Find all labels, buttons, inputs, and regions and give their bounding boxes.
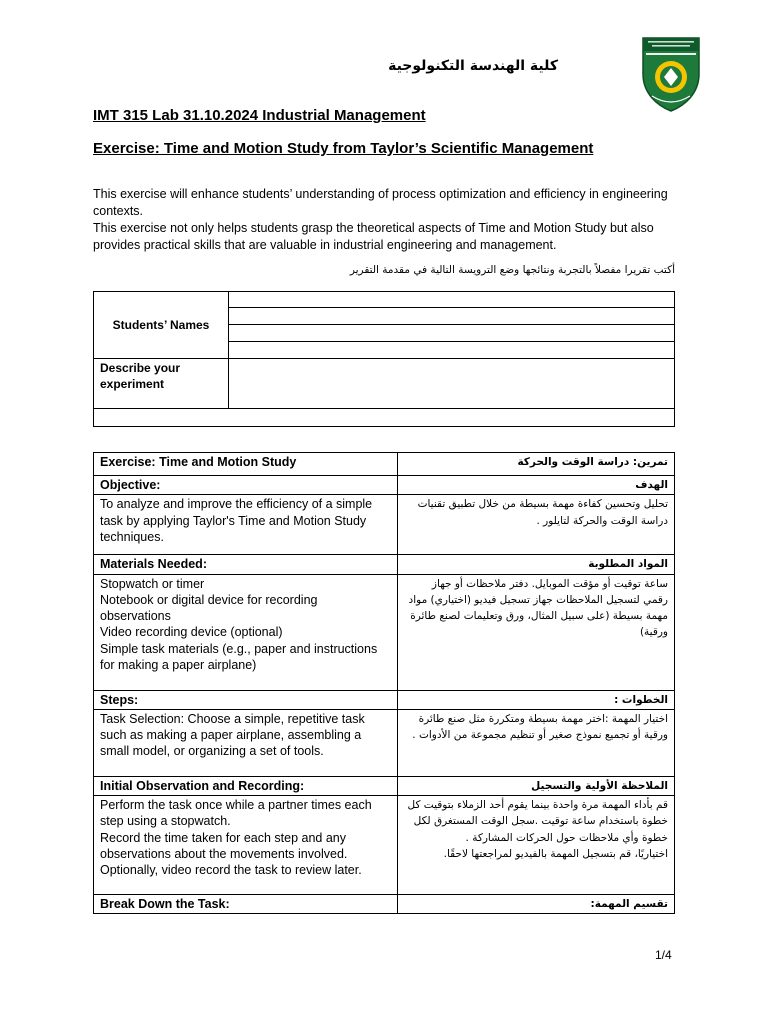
objective-text-ar xyxy=(398,495,675,555)
observation-line: Record the time taken for each step and any observations about the movements involved. xyxy=(100,830,348,862)
materials-heading: Materials Needed: xyxy=(94,555,398,574)
table-cell-en: Exercise: Time and Motion Study xyxy=(94,453,398,476)
table-cell-ar: تمرين: دراسة الوقت والحركة xyxy=(398,453,675,476)
observation-line-ar: اختياريًا، قم بتسجيل المهمة بالفيديو لمراجعتها لاحقًا. xyxy=(443,848,668,861)
objective-heading: Objective: xyxy=(94,476,398,495)
blank-row xyxy=(94,409,675,427)
objective-line-ar: تحليل وتحسين كفاءة مهمة بسيطة من خلال تطبيق تقنيات دراسة الوقت والحركة لتايلور . xyxy=(417,498,668,527)
observation-line-ar: قم بأداء المهمة مرة واحدة بينما يقوم أحد الزملاء بتوقيت كل خطوة باستخدام ساعة توقيت .سجل الوقت المستغرق لكل خطوة وأي ملاحظات حول الحركات المشاركة . xyxy=(407,799,668,844)
college-name-ar: كلية الهندسة التكنولوجية xyxy=(388,58,558,74)
task-selection-text xyxy=(94,709,398,776)
student-name-cell[interactable] xyxy=(229,342,675,359)
material-item: Simple task materials (e.g., paper and instructions for making a paper airplane) xyxy=(100,641,378,673)
material-item: Video recording device (optional) xyxy=(100,625,283,640)
describe-experiment-label: Describe your experiment xyxy=(94,359,229,409)
breakdown-heading-ar: تقسيم المهمة: xyxy=(398,895,675,914)
student-name-cell[interactable] xyxy=(229,325,675,342)
intro-paragraph: This exercise will enhance students’ understanding of process optimization and efficiency in engineering contexts. xyxy=(93,187,668,218)
objective-line: To analyze and improve the efficiency of a simple task by applying Taylor's Time and Motion Study techniques. xyxy=(100,497,373,544)
intro-paragraph: This exercise not only helps students grasp the theoretical aspects of Time and Motion Study but also provides practical skills that are valuable in industrial engineering and management. xyxy=(93,221,654,252)
steps-heading: Steps: xyxy=(94,690,398,709)
breakdown-heading: Break Down the Task: xyxy=(94,895,398,914)
students-table xyxy=(93,291,675,427)
lab-title: IMT 315 Lab 31.10.2024 Industrial Management xyxy=(93,107,426,124)
materials-list xyxy=(94,574,398,690)
observation-text xyxy=(94,796,398,895)
observation-heading: Initial Observation and Recording: xyxy=(94,776,398,795)
observation-line: Perform the task once while a partner times each step using a stopwatch. xyxy=(100,798,372,829)
material-text-ar: ساعة توقيت أو مؤقت الموبايل. دفتر ملاحظات أو جهاز رقمي لتسجيل الملاحظات جهاز تسجيل فيديو (اختياري) مواد مهمة بسيطة (على سبيل المثال، ورق وتعليمات لصنع طائرة ورقية) xyxy=(408,577,668,639)
material-item: Notebook or digital device for recording observations xyxy=(100,592,318,624)
page-number: 1/4 xyxy=(655,948,672,962)
steps-heading-ar: الخطوات : xyxy=(398,690,675,709)
materials-list-ar xyxy=(398,574,675,690)
material-item: Stopwatch or timer xyxy=(100,576,205,591)
intro-text xyxy=(93,186,683,254)
student-name-cell[interactable] xyxy=(229,308,675,325)
observation-line: Optionally, video record the task to review later. xyxy=(100,863,362,878)
report-instruction-ar: أكتب تقريرا مفصلاً بالتجربة ونتائجها وضع الترويسة التالية في مقدمة التقرير xyxy=(349,264,675,276)
task-selection-line: Task Selection: Choose a simple, repetitive task such as making a paper airplane, assembling a small model, or organizing a set of tools. xyxy=(100,711,365,759)
task-selection-text-ar xyxy=(398,709,675,776)
student-name-cell[interactable] xyxy=(229,292,675,308)
students-names-label: Students’ Names xyxy=(94,292,229,359)
exercise-table xyxy=(93,452,675,914)
experiment-description-cell[interactable] xyxy=(229,359,675,409)
task-selection-line-ar: اختيار المهمة :اختر مهمة بسيطة ومتكررة مثل صنع طائرة ورقية أو تجميع نموذج صغير أو تنظيم مجموعة من الأدوات . xyxy=(412,712,668,742)
observation-text-ar xyxy=(398,796,675,895)
objective-text xyxy=(94,495,398,555)
observation-heading-ar: الملاحظة الأولية والتسجيل xyxy=(398,776,675,795)
university-logo xyxy=(640,34,702,112)
exercise-subtitle: Exercise: Time and Motion Study from Taylor’s Scientific Management xyxy=(93,140,594,157)
objective-heading-ar: الهدف xyxy=(398,476,675,495)
materials-heading-ar: المواد المطلوبة xyxy=(398,555,675,574)
